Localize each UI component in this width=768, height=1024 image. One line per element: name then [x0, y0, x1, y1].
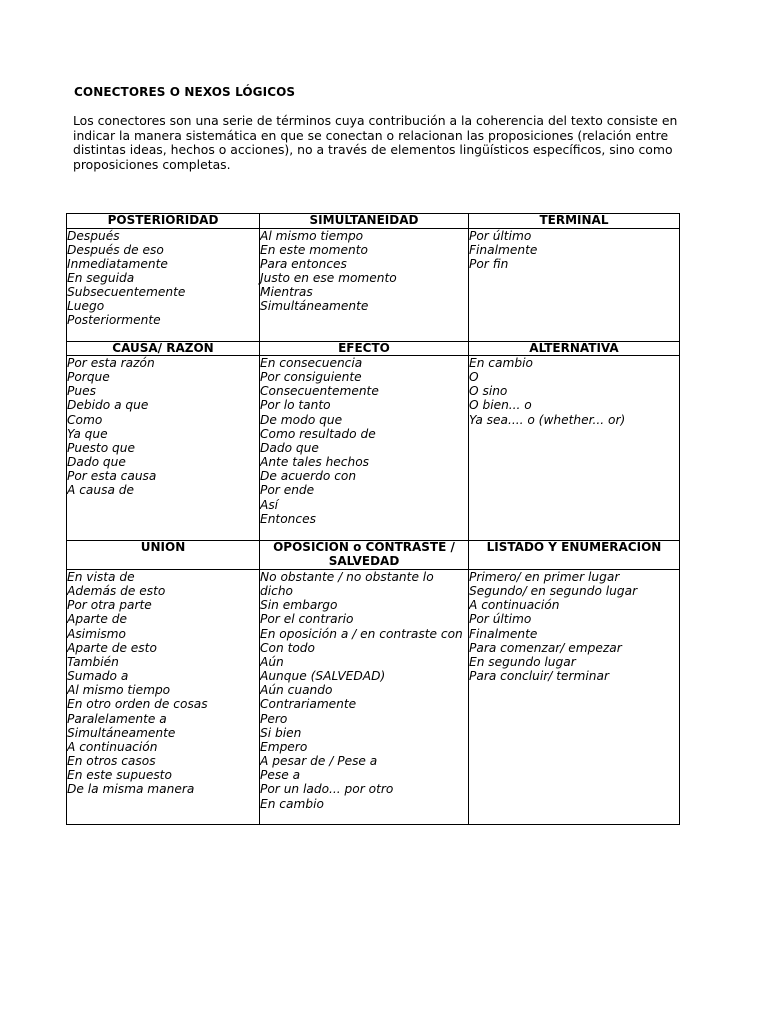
connector-item: Finalmente [469, 626, 538, 641]
category-header: TERMINAL [469, 214, 680, 229]
intro-paragraph [73, 114, 713, 172]
connector-item: Por esta razón [67, 356, 155, 370]
connector-item: También [67, 654, 119, 669]
connector-item: En consecuencia [260, 356, 363, 370]
category-header: POSTERIORIDAD [67, 214, 260, 229]
connector-item: Sumado a [67, 669, 129, 684]
connector-item: Ante tales hechos [260, 455, 370, 470]
connector-item: Como resultado de [260, 426, 376, 441]
connector-item: Empero [260, 739, 308, 754]
intro-line: proposiciones completas. [73, 156, 231, 172]
category-header: SIMULTANEIDAD [260, 214, 469, 229]
category-header-row [67, 214, 680, 229]
connector-item: Por último [469, 228, 532, 243]
category-column-2 [260, 228, 469, 341]
connector-item: Con todo [260, 640, 315, 655]
connector-item: Para concluir/ terminar [469, 669, 609, 684]
category-header-row [67, 541, 680, 570]
connector-item: Pero [260, 711, 288, 726]
connector-item: En vista de [67, 570, 135, 584]
category-header: OPOSICION o CONTRASTE / SALVEDAD [260, 541, 469, 570]
category-header: CAUSA/ RAZON [67, 341, 260, 356]
connector-item: Por un lado... por otro [260, 782, 394, 797]
intro-line: Los conectores son una serie de términos cuya contribución a la coherencia del texto consiste en [73, 113, 678, 128]
connector-item: Subsecuentemente [67, 285, 186, 300]
connector-item: Dado que [260, 440, 319, 455]
connector-item: Luego [67, 299, 105, 314]
connector-item: Por último [469, 612, 532, 627]
connector-item: Entonces [260, 511, 316, 526]
connector-item: Primero/ en primer lugar [469, 570, 620, 584]
connector-item: En otros casos [67, 754, 156, 769]
connector-item: Así [260, 497, 279, 512]
connector-item: Asimismo [67, 626, 127, 641]
connector-item: Dado que [67, 455, 126, 470]
connector-item: Ya que [67, 426, 108, 441]
connector-item: Por otra parte [67, 598, 152, 613]
connector-item: Justo en ese momento [260, 270, 397, 285]
connector-item: En este supuesto [67, 768, 172, 783]
connector-item: Mientras [260, 285, 313, 300]
category-column-3 [469, 228, 680, 341]
category-header: UNION [67, 541, 260, 570]
connector-item: Por el contrario [260, 612, 354, 627]
connector-list-row [67, 228, 680, 341]
connector-item: De acuerdo con [260, 469, 357, 484]
connector-item: Para entonces [260, 256, 347, 271]
connector-item: Pues [67, 384, 96, 399]
connectors-table [66, 213, 680, 825]
connector-item: Aparte de esto [67, 640, 157, 655]
connector-item: Aún cuando [260, 683, 333, 698]
category-column-2 [260, 356, 469, 541]
connector-item: Por fin [469, 256, 509, 271]
category-header: EFECTO [260, 341, 469, 356]
connector-item: Pese a [260, 768, 301, 783]
category-column-1 [67, 356, 260, 541]
connector-item: Por consiguiente [260, 370, 362, 385]
connector-item: En cambio [469, 356, 533, 370]
connector-item: A continuación [469, 598, 560, 613]
connector-item: Si bien [260, 725, 302, 740]
connector-item: Posteriormente [67, 313, 161, 328]
intro-line: indicar la manera sistemática en que se conectan o relacionan las proposiciones (relación entre [73, 127, 669, 143]
connectors-table-body [67, 214, 680, 825]
connector-item: En segundo lugar [469, 654, 576, 669]
connector-item: Consecuentemente [260, 384, 379, 399]
connector-item: Puesto que [67, 440, 135, 455]
category-column-1 [67, 570, 260, 825]
connector-item: Después [67, 228, 120, 243]
connector-item: Además de esto [67, 584, 166, 599]
connector-item: En seguida [67, 270, 135, 285]
connector-item: Por esta causa [67, 469, 157, 484]
connector-item: O [469, 370, 479, 385]
connector-item: Aunque (SALVEDAD) [260, 669, 386, 684]
connector-list-row [67, 570, 680, 825]
connector-item: De la misma manera [67, 782, 195, 797]
category-header: LISTADO Y ENUMERACION [469, 541, 680, 570]
connector-item: A continuación [67, 739, 158, 754]
connector-item: No obstante / no obstante lo dicho [260, 570, 434, 599]
category-header-row [67, 341, 680, 356]
page-title: CONECTORES O NEXOS LÓGICOS [74, 85, 296, 99]
connector-item: Aparte de [67, 612, 127, 627]
connector-item: Debido a que [67, 398, 149, 413]
intro-line: distintas ideas, hechos o acciones), no a través de elementos lingüísticos específicos, sino como [73, 142, 673, 157]
connector-item: Inmediatamente [67, 256, 168, 271]
connector-item: Simultáneamente [260, 299, 369, 314]
connector-item: En cambio [260, 796, 324, 811]
connector-item: A causa de [67, 483, 135, 498]
category-header: ALTERNATIVA [469, 341, 680, 356]
category-column-3 [469, 356, 680, 541]
connector-item: Sin embargo [260, 598, 338, 613]
connector-item: En oposición a / en contraste con [260, 626, 463, 641]
connector-item: Por lo tanto [260, 398, 331, 413]
connector-item: Por ende [260, 483, 315, 498]
connector-item: O bien... o [469, 398, 532, 413]
connector-item: Al mismo tiempo [260, 228, 364, 243]
connector-item: Segundo/ en segundo lugar [469, 584, 638, 599]
connector-item: Aún [260, 654, 284, 669]
connector-item: Paralelamente a [67, 711, 167, 726]
connector-item: Después de eso [67, 242, 164, 257]
category-column-3 [469, 570, 680, 825]
connector-item: Al mismo tiempo [67, 683, 171, 698]
connector-item: Ya sea.... o (whether... or) [469, 412, 626, 427]
connector-item: De modo que [260, 412, 343, 427]
connector-item: O sino [469, 384, 508, 399]
connector-list-row [67, 356, 680, 541]
connector-item: Contrariamente [260, 697, 357, 712]
connector-item: Finalmente [469, 242, 538, 257]
connector-item: En este momento [260, 242, 368, 257]
connector-item: En otro orden de cosas [67, 697, 208, 712]
connector-item: Simultáneamente [67, 725, 176, 740]
connector-item: Para comenzar/ empezar [469, 640, 622, 655]
category-column-2 [260, 570, 469, 825]
connector-item: A pesar de / Pese a [260, 754, 378, 769]
category-column-1 [67, 228, 260, 341]
connector-item: Como [67, 412, 103, 427]
connector-item: Porque [67, 370, 110, 385]
